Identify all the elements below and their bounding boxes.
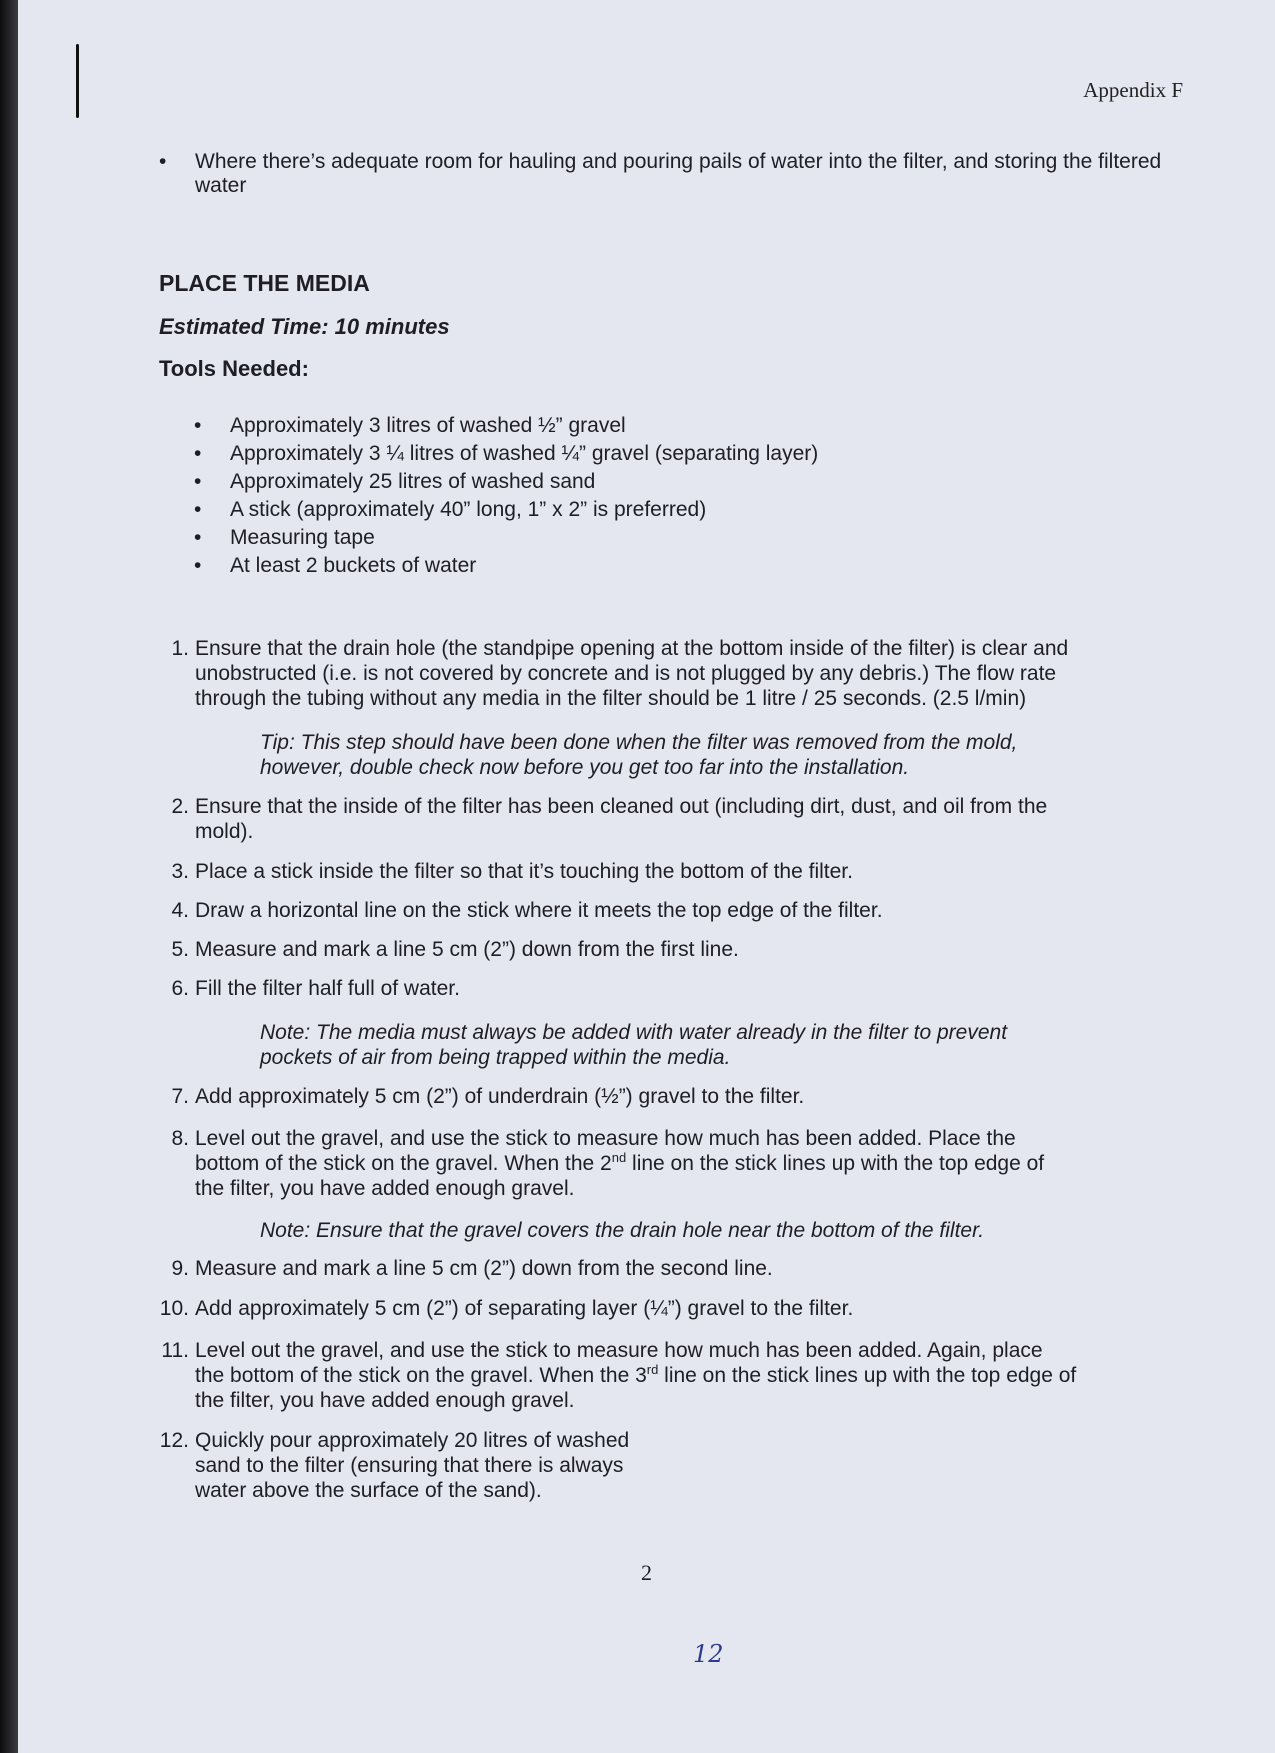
scan-left-edge bbox=[0, 0, 18, 1753]
bullet-icon: • bbox=[159, 150, 167, 173]
section-heading: PLACE THE MEDIA bbox=[159, 270, 370, 296]
handwritten-page-number: 12 bbox=[693, 1640, 724, 1668]
tools-heading: Tools Needed: bbox=[159, 356, 309, 381]
intro-bullet-text: Where there’s adequate room for hauling and pouring pails of water into the filter, and storing the filtered water bbox=[195, 150, 1162, 197]
document-page: Appendix F • Where there’s adequate room for hauling and pouring pails of water into the filter, and storing the filtered water PLACE THE MEDIA Estimated Time: 10 minutes Tools Needed: • Approximately 3 litres of washed ½” gravel • Approximately 3 ¼ litres of washed ¼” gravel (separating layer) • Approximately 25 litres of washed sand • A stick (approximately 40” long, 1” x 2” is preferred) • Measuring tape • At least 2 buckets of water 1. Ensure that the drain hole (the standpipe opening at the bottom inside of the filter) is clear and unobstructed (i.e. is not covered by concrete and is not plugged by any debris.) The flow rate through the tubing without any media in the filter should be 1 litre / 25 seconds. (2.5 l/min) Tip: This step should have been done when the filter was removed from the mold, however, double check now before you get too far into the installation. 2. Ensure that the inside of the filter has been cleaned out (including dirt, dust, and oil from the mold). 3. Place a stick inside the filter so that it’s touching the bottom of the filter. 4. Draw a horizontal line on the stick where it meets the top edge of the filter. 5. Measure and mark a line 5 cm (2”) down from the first line. 6. Fill the filter half full of water. Note: The media must always be added with water already in the filter to prevent pockets of air from being trapped within the media. 7. Add approximately 5 cm (2”) of underdrain (½”) gravel to the filter. 8. Level out the gravel, and use the stick to measure how much has been added. Place the bottom of the stick on the gravel. When the 2nd line on the stick lines up with the top edge of the filter, you have added enough gravel. Note: Ensure that the gravel covers the drain hole near the bottom of the filter. 9. Measure and mark a line 5 cm (2”) down from the second line. 10. Add approximately 5 cm (2”) of separating layer (¼”) gravel to the filter. 11. Level out the gravel, and use the stick to measure how much has been added. Again, place the bottom of the stick on the gravel. When the 3rd line on the stick lines up with the top edge of the filter, you have added enough gravel. 12. Quickly pour approximately 20 litres of washed sand to the filter (ensuring that there is always water above the surface of the sand). 2 12 bbox=[18, 0, 1275, 1753]
bullet-icon: • bbox=[194, 414, 202, 437]
bullet-icon: • bbox=[194, 526, 202, 549]
bullet-icon: • bbox=[194, 554, 202, 577]
tip-note: Tip: This step should have been done when the filter was removed from the mold, however, double check now before you get too far into the installation. bbox=[260, 731, 1018, 779]
bullet-icon: • bbox=[194, 470, 202, 493]
bullet-icon: • bbox=[194, 442, 202, 465]
air-note: Note: The media must always be added with water already in the filter to prevent pockets of air from being trapped within the media. bbox=[260, 1021, 1008, 1069]
page-number: 2 bbox=[641, 1560, 652, 1585]
margin-mark bbox=[76, 44, 79, 118]
appendix-label: Appendix F bbox=[1083, 78, 1183, 102]
estimated-time: Estimated Time: 10 minutes bbox=[159, 314, 450, 339]
bullet-icon: • bbox=[194, 498, 202, 521]
drain-note: Note: Ensure that the gravel covers the drain hole near the bottom of the filter. bbox=[260, 1219, 985, 1242]
